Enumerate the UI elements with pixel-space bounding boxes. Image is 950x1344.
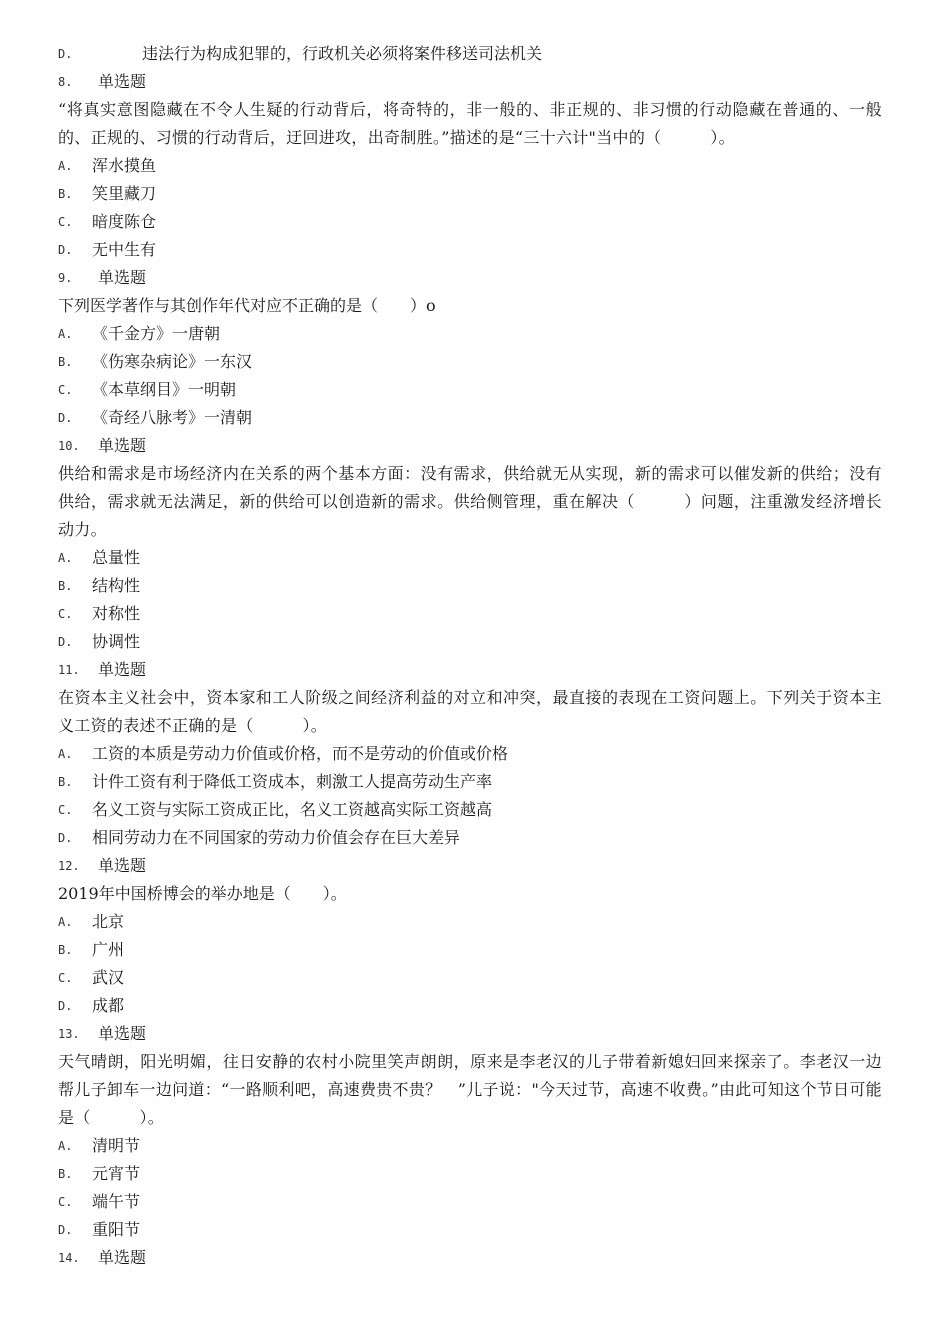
question-9-stem: 下列医学著作与其创作年代对应不正确的是（ ）o	[58, 296, 436, 315]
q10-option-b	[58, 576, 140, 596]
question-number: 8.	[58, 75, 73, 89]
option-text: 笑里藏刀	[92, 184, 157, 203]
option-label: C.	[58, 607, 73, 621]
option-label: B.	[58, 1167, 73, 1181]
q9-option-a	[58, 324, 220, 344]
option-label: D.	[58, 47, 73, 61]
option-label: C.	[58, 215, 73, 229]
option-text: 计件工资有利于降低工资成本，刺激工人提高劳动生产率	[92, 772, 493, 791]
q8-option-d	[58, 240, 156, 260]
option-text: 违法行为构成犯罪的，行政机关必须将案件移送司法机关	[142, 44, 543, 63]
option-text: 北京	[92, 912, 125, 931]
option-label: B.	[58, 579, 73, 593]
option-text: 成都	[92, 996, 125, 1015]
option-text: 总量性	[92, 548, 141, 567]
question-type: 单选题	[98, 660, 147, 679]
option-label: A.	[58, 747, 73, 761]
question-type: 单选题	[98, 1248, 147, 1267]
q9-option-d	[58, 408, 252, 428]
question-type: 单选题	[98, 72, 147, 91]
option-label: D.	[58, 243, 73, 257]
q8-option-a	[58, 156, 156, 176]
option-text: 相同劳动力在不同国家的劳动力价值会存在巨大差异	[92, 828, 461, 847]
option-label: A.	[58, 327, 73, 341]
q12-option-a	[58, 912, 124, 932]
q12-option-b	[58, 940, 124, 960]
option-d-prev	[58, 44, 542, 64]
option-label: D.	[58, 831, 73, 845]
question-11-stem: 在资本主义社会中，资本家和工人阶级之间经济利益的对立和冲突，最直接的表现在工资问题上。下列关于资本主义工资的表述不正确的是（ ）。	[58, 688, 882, 735]
option-label: D.	[58, 411, 73, 425]
question-9-header	[58, 268, 146, 288]
option-text: 《奇经八脉考》一清朝	[92, 408, 253, 427]
option-text: 《千金方》一唐朝	[92, 324, 221, 343]
option-text: 端午节	[92, 1192, 141, 1211]
q13-option-c	[58, 1192, 140, 1212]
option-text: 广州	[92, 940, 125, 959]
q9-option-b	[58, 352, 252, 372]
question-14-header	[58, 1248, 146, 1268]
q10-option-d	[58, 632, 140, 652]
option-label: A.	[58, 551, 73, 565]
question-number: 14.	[58, 1251, 80, 1265]
option-text: 协调性	[92, 632, 141, 651]
question-number: 13.	[58, 1027, 80, 1041]
option-label: B.	[58, 187, 73, 201]
question-8-stem: “将真实意图隐藏在不令人生疑的行动背后，将奇特的，非一般的、非正规的、非习惯的行动隐藏在普通的、一般的、正规的、习惯的行动背后，迂回进攻，出奇制胜。”描述的是“三十六计"当中的（ ）。	[58, 100, 882, 147]
option-label: D.	[58, 999, 73, 1013]
option-text: 《伤寒杂病论》一东汉	[92, 352, 253, 371]
option-text: 名义工资与实际工资成正比，名义工资越高实际工资越高	[92, 800, 493, 819]
option-text: 浑水摸鱼	[92, 156, 157, 175]
question-13-stem: 天气晴朗，阳光明媚，往日安静的农村小院里笑声朗朗，原来是李老汉的儿子带着新媳妇回来探亲了。李老汉一边帮儿子卸车一边问道：“一路顺利吧，高速费贵不贵？ ”儿子说："今天过节，高速不收费。”由此可知这个节日可能是（ ）。	[58, 1052, 882, 1127]
option-label: C.	[58, 971, 73, 985]
question-number: 9.	[58, 271, 73, 285]
option-label: B.	[58, 355, 73, 369]
option-label: B.	[58, 775, 73, 789]
question-10-stem: 供给和需求是市场经济内在关系的两个基本方面：没有需求，供给就无从实现，新的需求可以催发新的供给；没有供给，需求就无法满足，新的供给可以创造新的需求。供给侧管理，重在解决（ ）问题，注重激发经济增长动力。	[58, 464, 882, 539]
question-13-header	[58, 1024, 146, 1044]
option-text: 武汉	[92, 968, 125, 987]
option-label: C.	[58, 803, 73, 817]
option-label: B.	[58, 943, 73, 957]
option-text: 无中生有	[92, 240, 157, 259]
q10-option-a	[58, 548, 140, 568]
question-11-header	[58, 660, 146, 680]
question-type: 单选题	[98, 436, 147, 455]
option-label: A.	[58, 915, 73, 929]
q9-option-c	[58, 380, 236, 400]
option-label: A.	[58, 1139, 73, 1153]
question-12-stem: 2019年中国桥博会的举办地是（ ）。	[58, 884, 347, 903]
option-label: D.	[58, 635, 73, 649]
q13-option-d	[58, 1220, 140, 1240]
option-text: 《本草纲目》一明朝	[92, 380, 237, 399]
q11-option-c	[58, 800, 492, 820]
q8-option-b	[58, 184, 156, 204]
q8-option-c	[58, 212, 156, 232]
q12-option-d	[58, 996, 124, 1016]
option-text: 工资的本质是劳动力价值或价格，而不是劳动的价值或价格	[92, 744, 509, 763]
q11-option-b	[58, 772, 492, 792]
question-type: 单选题	[98, 856, 147, 875]
q10-option-c	[58, 604, 140, 624]
question-10-header	[58, 436, 146, 456]
question-type: 单选题	[98, 1024, 147, 1043]
option-text: 结构性	[92, 576, 141, 595]
q12-option-c	[58, 968, 124, 988]
option-label: D.	[58, 1223, 73, 1237]
q13-option-b	[58, 1164, 140, 1184]
option-text: 重阳节	[92, 1220, 141, 1239]
question-8-header	[58, 72, 146, 92]
option-text: 元宵节	[92, 1164, 141, 1183]
option-label: C.	[58, 383, 73, 397]
question-type: 单选题	[98, 268, 147, 287]
question-number: 11.	[58, 663, 80, 677]
q11-option-d	[58, 828, 460, 848]
q13-option-a	[58, 1136, 140, 1156]
question-number: 12.	[58, 859, 80, 873]
option-label: A.	[58, 159, 73, 173]
question-12-header	[58, 856, 146, 876]
option-label: C.	[58, 1195, 73, 1209]
question-number: 10.	[58, 439, 80, 453]
option-text: 对称性	[92, 604, 141, 623]
option-text: 清明节	[92, 1136, 141, 1155]
option-text: 暗度陈仓	[92, 212, 157, 231]
q11-option-a	[58, 744, 508, 764]
